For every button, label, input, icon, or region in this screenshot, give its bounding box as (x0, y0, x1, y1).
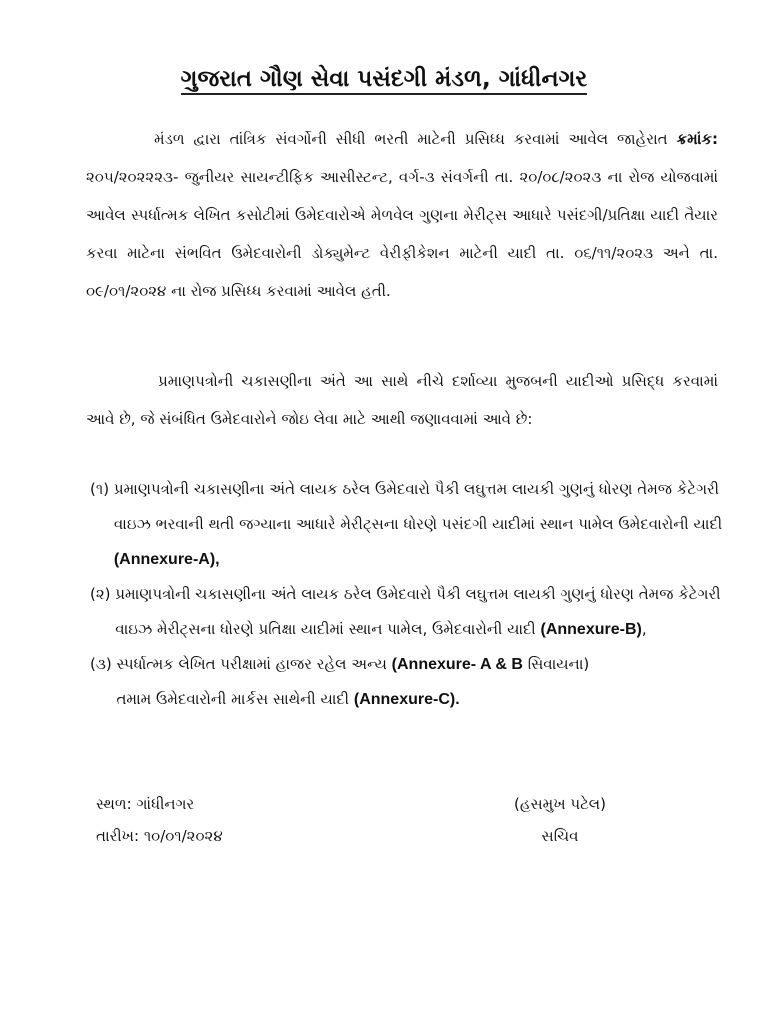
signature-block (480, 788, 640, 852)
list-item-annexure-c (90, 647, 730, 717)
list-item-annexure-b (90, 577, 730, 647)
signatory-name: (હસમુખ પટેલ) (513, 795, 606, 813)
intro-body: ૨૦૫/૨૦૨૨૨૩- જુનીયર સાયન્ટીફિક આસીસ્ટન્ટ, વર્ગ-૩ સંવર્ગની તા. ૨૦/૦૮/૨૦૨૩ ના રોજ યોજવામાં આવેલ સ્પર્ધાત્મક લેખિત કસોટીમાં ઉમેદવારોએ મેળવેલ ગુણના મેરીટ્સ આધારે પસંદગી/પ્રતિક્ષા યાદી તૈયાર કરવા માટેના સંભવિત ઉમેદવારોની ડોક્યુમેન્ટ વેરીફીકેશન માટેની યાદી તા. ૦૬/૧૧/૨૦૨૩ અને તા. ૦૯/૦૧/૨૦૨૪ ના રોજ પ્રસિધ્ધ કરવામાં આવેલ હતી. (86, 168, 718, 300)
list-item-tail: , (641, 620, 647, 638)
page-title: ગુજરાત ગૌણ સેવા પસંદગી મંડળ, ગાંધીનગર (181, 66, 588, 95)
list-item-body (116, 647, 730, 717)
list-item-text: પ્રમાણપત્રોની ચકાસણીના અંતે લાયક ઠરેલ ઉમેદવારો પૈકી લઘુત્તમ લાયકી ગુણનું ધોરણ તેમજ કેટેગરી વાઇઝ ભરવાની થતી જગ્યાના આધારે મેરીટ્સના ધોરણે પસંદગી યાદીમાં સ્થાન પામેલ ઉમેદવારોની યાદી (113, 480, 723, 533)
list-item-number: (૧) (90, 480, 114, 498)
list-item-number: (૩) (90, 655, 117, 673)
intro-paragraph (86, 120, 718, 310)
list-item-text-2: તમામ ઉમેદવારોની માર્કસ સાથેની યાદી (116, 690, 354, 708)
list-item-annexure-a (90, 472, 730, 577)
annexure-list (90, 472, 730, 717)
annexure-a-label: (Annexure-A), (113, 551, 220, 568)
signatory-title: સચિવ (541, 827, 579, 845)
annexure-ab-label: (Annexure- A & B (391, 656, 523, 673)
list-item-number: (૨) (90, 585, 116, 603)
list-item-text: પ્રમાણપત્રોની ચકાસણીના અંતે લાયક ઠરેલ ઉમેદવારો પૈકી લઘુત્તમ લાયકી ગુણનું ધોરણ તેમજ કેટેગરી વાઇઝ મેરીટ્સના ધોરણે પ્રતિક્ષા યાદીમાં સ્થાન પામેલ, ઉમેદવારોની યાદી (115, 585, 721, 638)
publication-paragraph: પ્રમાણપત્રોની ચકાસણીના અંતે આ સાથે નીચે દર્શાવ્યા મુજબની યાદીઓ પ્રસિદ્ધ કરવામાં આવે છે, જે સંબંધિત ઉમેદવારોને જોઇ લેવા માટે આથી જણાવવામાં આવે છે: (86, 372, 718, 428)
annexure-b-label: (Annexure-B) (540, 621, 642, 638)
place-label: સ્થળ: ગાંધીનગર (96, 795, 195, 813)
list-item-text: સ્પર્ધાત્મક લેખિત પરીક્ષામાં હાજર રહેલ અન્ય (116, 655, 392, 673)
intro-text: મંડળ દ્વારા તાંત્રિક સંવર્ગોની સીધી ભરતી માટેની પ્રસિધ્ધ કરવામાં આવેલ જાહેરાત (154, 130, 668, 148)
date-label: તારીખ: ૧૦/૦૧/૨૦૨૪ (96, 827, 223, 845)
place-date-block (96, 788, 223, 852)
list-item-body (114, 472, 730, 577)
list-item-body (115, 577, 730, 647)
annexure-c-label: (Annexure-C). (353, 691, 460, 708)
notice-header (0, 66, 768, 92)
kramank-label: ક્રમાંક: (676, 130, 718, 148)
list-item-tail: સિવાયના) (522, 655, 590, 673)
